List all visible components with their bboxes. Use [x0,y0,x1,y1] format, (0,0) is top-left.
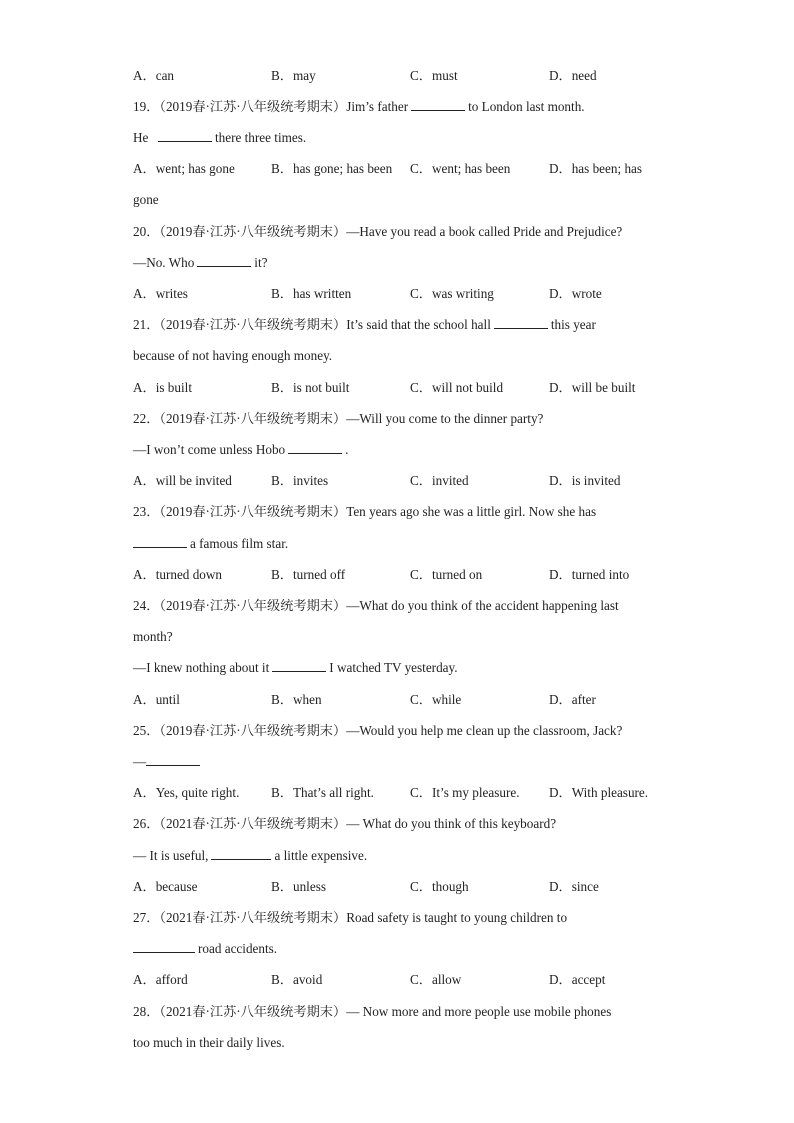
q27-option-a[interactable]: A．afford [133,972,188,987]
q27-option-c[interactable]: C．allow [410,972,462,987]
q19-stem: 19．（2019春·江苏·八年级统考期末）Jim’s father to London last month. [133,99,585,114]
q26-option-a[interactable]: A．because [133,879,198,894]
q26-option-c[interactable]: C．though [410,879,469,894]
question-source: （2019春·江苏·八年级统考期末） [159,723,347,738]
q20-option-b[interactable]: B．has written [271,286,352,301]
q21-stem: 21．（2019春·江苏·八年级统考期末）It’s said that the school hall this year [133,317,596,332]
q25-option-b[interactable]: B．That’s all right. [271,785,374,800]
q24-stem-line3: —I knew nothing about it I watched TV yesterday. [133,660,458,675]
question-number: 28． [133,1004,160,1019]
q26-option-b[interactable]: B．unless [271,879,326,894]
q20-option-c[interactable]: C．was writing [410,286,494,301]
question-number: 20． [133,224,160,239]
q20-stem: 20．（2019春·江苏·八年级统考期末）—Have you read a book called Pride and Prejudice? [133,224,623,239]
q25-stem-line2: — [133,752,673,772]
question-source: （2019春·江苏·八年级统考期末） [159,598,347,613]
q23-option-b[interactable]: B．turned off [271,567,346,582]
q19-option-d[interactable]: D．has been; has [549,161,643,176]
q22-stem: 22．（2019春·江苏·八年级统考期末）—Will you come to the dinner party? [133,411,544,426]
q21-option-d[interactable]: D．will be built [549,380,636,395]
q24-options [133,690,673,710]
q23-stem: 23．（2019春·江苏·八年级统考期末）Ten years ago she was a little girl. Now she has [133,504,597,519]
q25-stem: 25．（2019春·江苏·八年级统考期末）—Would you help me clean up the classroom, Jack? [133,723,623,738]
question-number: 26． [133,816,160,831]
answer-blank [158,140,212,142]
q18-option-d[interactable]: D．need [549,68,597,83]
q20-option-a[interactable]: A．writes [133,286,188,301]
question-source: （2021春·江苏·八年级统考期末） [159,910,347,925]
question-source: （2019春·江苏·八年级统考期末） [159,99,347,114]
q23-option-c[interactable]: C．turned on [410,567,483,582]
answer-blank [197,265,251,267]
q19-stem-line2: He there three times. [133,130,307,145]
q21-option-b[interactable]: B．is not built [271,380,350,395]
answer-blank [133,951,195,953]
q22-options [133,471,673,491]
q24-stem: 24．（2019春·江苏·八年级统考期末）—What do you think of the accident happening last [133,598,619,613]
q21-stem-line2: because of not having enough money. [133,348,333,363]
q22-option-d[interactable]: D．is invited [549,473,621,488]
question-number: 25． [133,723,160,738]
q19-options [133,159,673,179]
q25-options [133,783,673,803]
q27-option-d[interactable]: D．accept [549,972,606,987]
answer-blank [494,327,548,329]
q19-option-b[interactable]: B．has gone; has been [271,161,393,176]
q23-option-a[interactable]: A．turned down [133,567,223,582]
q19-option-wrap: gone [133,192,159,207]
q20-option-d[interactable]: D．wrote [549,286,602,301]
question-source: （2019春·江苏·八年级统考期末） [159,224,347,239]
q24-option-b[interactable]: B．when [271,692,322,707]
q18-option-c[interactable]: C．must [410,68,458,83]
question-source: （2021春·江苏·八年级统考期末） [159,1004,347,1019]
q25-option-d[interactable]: D．With pleasure. [549,785,649,800]
q23-stem-line2: a famous film star. [133,534,673,554]
q23-option-d[interactable]: D．turned into [549,567,630,582]
q27-stem-line2: road accidents. [133,939,673,959]
q26-option-d[interactable]: D．since [549,879,599,894]
q18-options [133,66,673,86]
q24-stem-line2: month? [133,629,173,644]
q27-option-b[interactable]: B．avoid [271,972,323,987]
answer-blank [288,452,342,454]
q22-option-c[interactable]: C．invited [410,473,469,488]
q25-option-c[interactable]: C．It’s my pleasure. [410,785,520,800]
question-source: （2021春·江苏·八年级统考期末） [159,816,347,831]
q22-stem-line2: —I won’t come unless Hobo . [133,442,349,457]
question-source: （2019春·江苏·八年级统考期末） [159,411,347,426]
answer-blank [133,546,187,548]
question-source: （2019春·江苏·八年级统考期末） [159,317,347,332]
question-number: 22． [133,411,160,426]
answer-blank [411,109,465,111]
q21-option-c[interactable]: C．will not build [410,380,504,395]
question-number: 21． [133,317,160,332]
q26-stem: 26．（2021春·江苏·八年级统考期末）— What do you think of this keyboard? [133,816,557,831]
q28-stem-line2: too much in their daily lives. [133,1035,285,1050]
q26-stem-line2: — It is useful, a little expensive. [133,848,368,863]
q24-option-d[interactable]: D．after [549,692,596,707]
q24-option-c[interactable]: C．while [410,692,462,707]
q24-option-a[interactable]: A．until [133,692,180,707]
question-number: 24． [133,598,160,613]
q26-options [133,877,673,897]
q18-option-b[interactable]: B．may [271,68,316,83]
q22-option-a[interactable]: A．will be invited [133,473,232,488]
question-source: （2019春·江苏·八年级统考期末） [159,504,347,519]
q18-option-a[interactable]: A．can [133,68,175,83]
q25-option-a[interactable]: A．Yes, quite right. [133,785,240,800]
answer-blank [146,764,200,766]
q20-stem-line2: —No. Who it? [133,255,268,270]
q22-option-b[interactable]: B．invites [271,473,329,488]
q21-option-a[interactable]: A．is built [133,380,192,395]
q28-stem: 28．（2021春·江苏·八年级统考期末）— Now more and more people use mobile phones [133,1004,612,1019]
question-number: 19． [133,99,160,114]
q21-options [133,378,673,398]
answer-blank [211,858,271,860]
q27-options [133,970,673,990]
question-number: 23． [133,504,160,519]
q27-stem: 27．（2021春·江苏·八年级统考期末）Road safety is taught to young children to [133,910,568,925]
q19-option-a[interactable]: A．went; has gone [133,161,235,176]
question-number: 27． [133,910,160,925]
q20-options [133,284,673,304]
q19-option-c[interactable]: C．went; has been [410,161,511,176]
answer-blank [272,670,326,672]
q23-options [133,565,673,585]
